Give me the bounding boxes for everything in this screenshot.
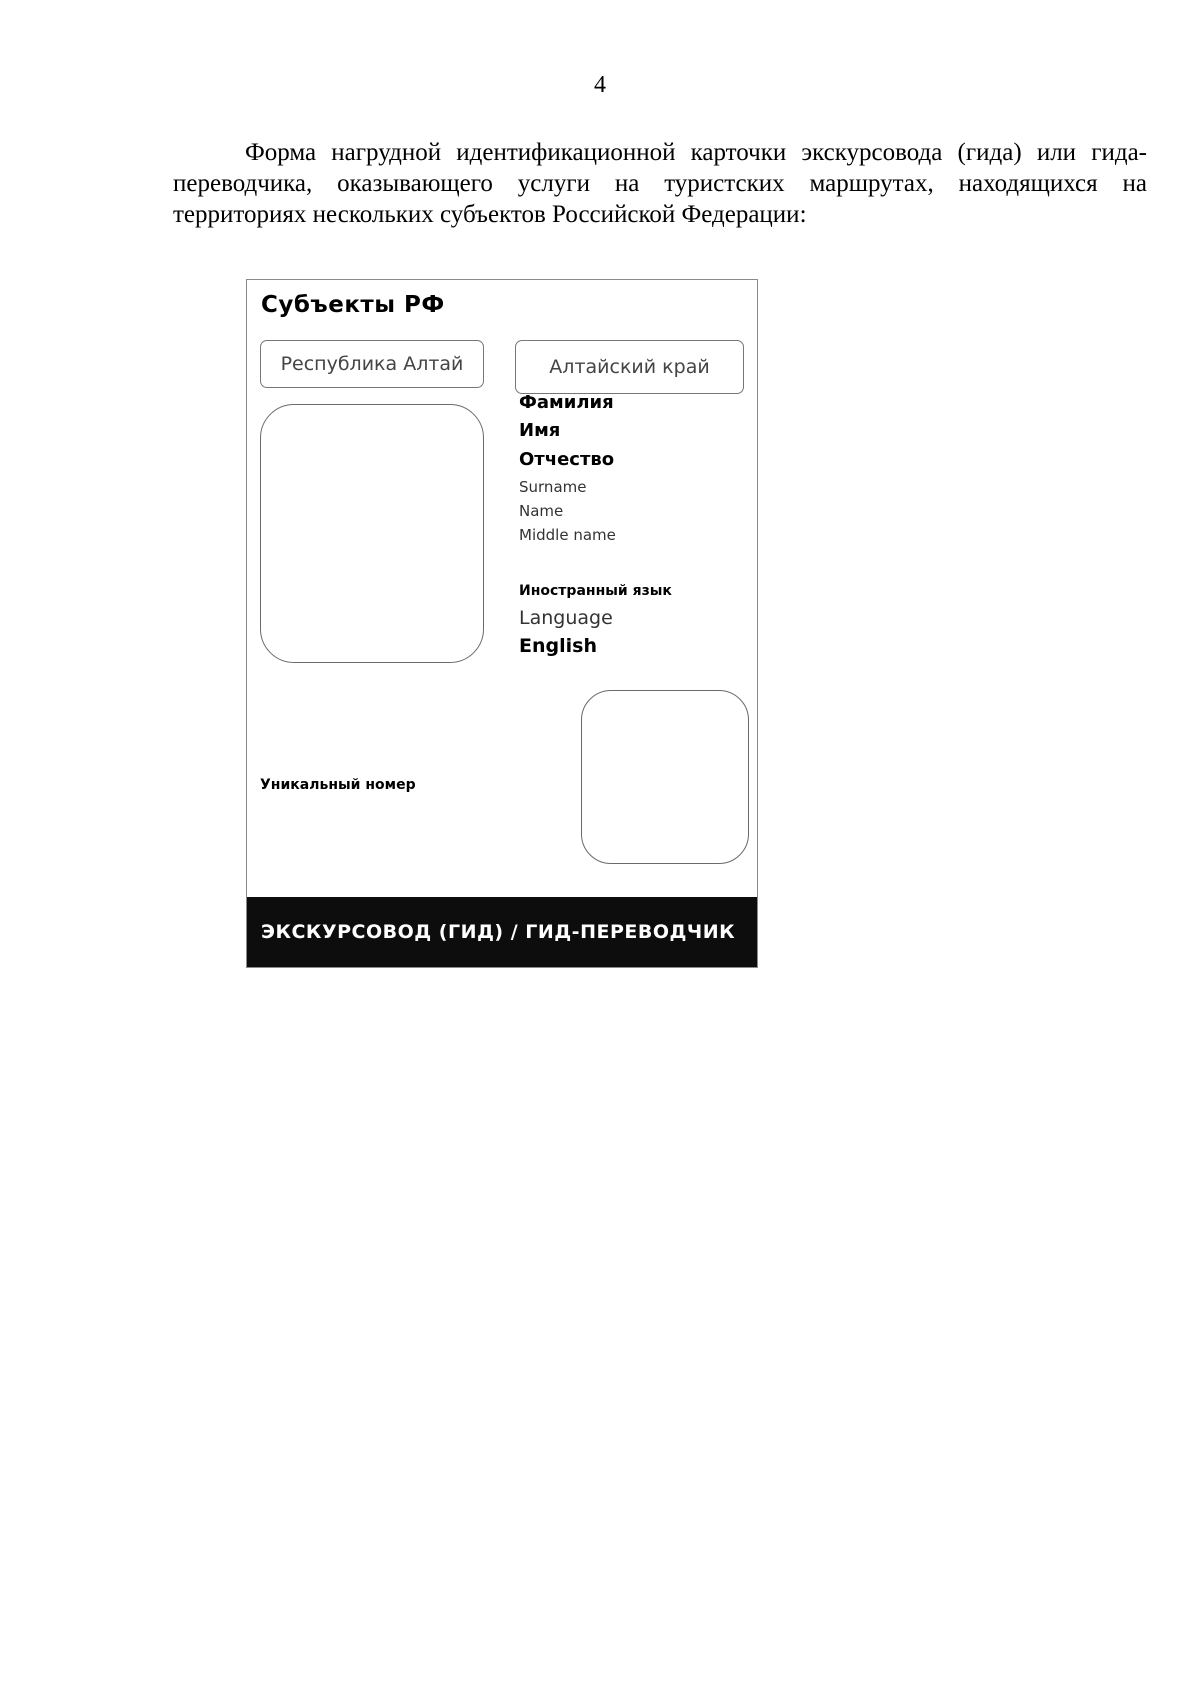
card-footer: ЭКСКУРСОВОД (ГИД) / ГИД-ПЕРЕВОДЧИК [247,897,757,967]
language-label-ru: Иностранный язык [519,583,672,599]
name-ru-label: Имя [519,420,561,441]
middle-name-en-label: Middle name [519,526,616,544]
unique-number-label: Уникальный номер [260,777,416,793]
language-value: English [519,635,597,657]
region-box-2: Алтайский край [515,340,744,394]
surname-en-label: Surname [519,478,587,496]
surname-ru-label: Фамилия [519,392,614,413]
badge-card [246,279,758,968]
card-title: Субъекты РФ [261,292,445,318]
region-box-1: Республика Алтай [260,340,484,388]
intro-paragraph: Форма нагрудной идентификационной карточки экскурсовода (гида) или гида-переводчика, оказывающего услуги на туристских маршрутах, находящихся на территориях нескольких субъектов Российской Федерации: [173,139,1147,228]
photo-placeholder [260,404,484,663]
page-number: 4 [594,72,606,98]
patronymic-ru-label: Отчество [519,449,615,470]
qr-code-placeholder [581,690,749,864]
language-label-en: Language [519,607,613,629]
name-en-label: Name [519,502,564,520]
